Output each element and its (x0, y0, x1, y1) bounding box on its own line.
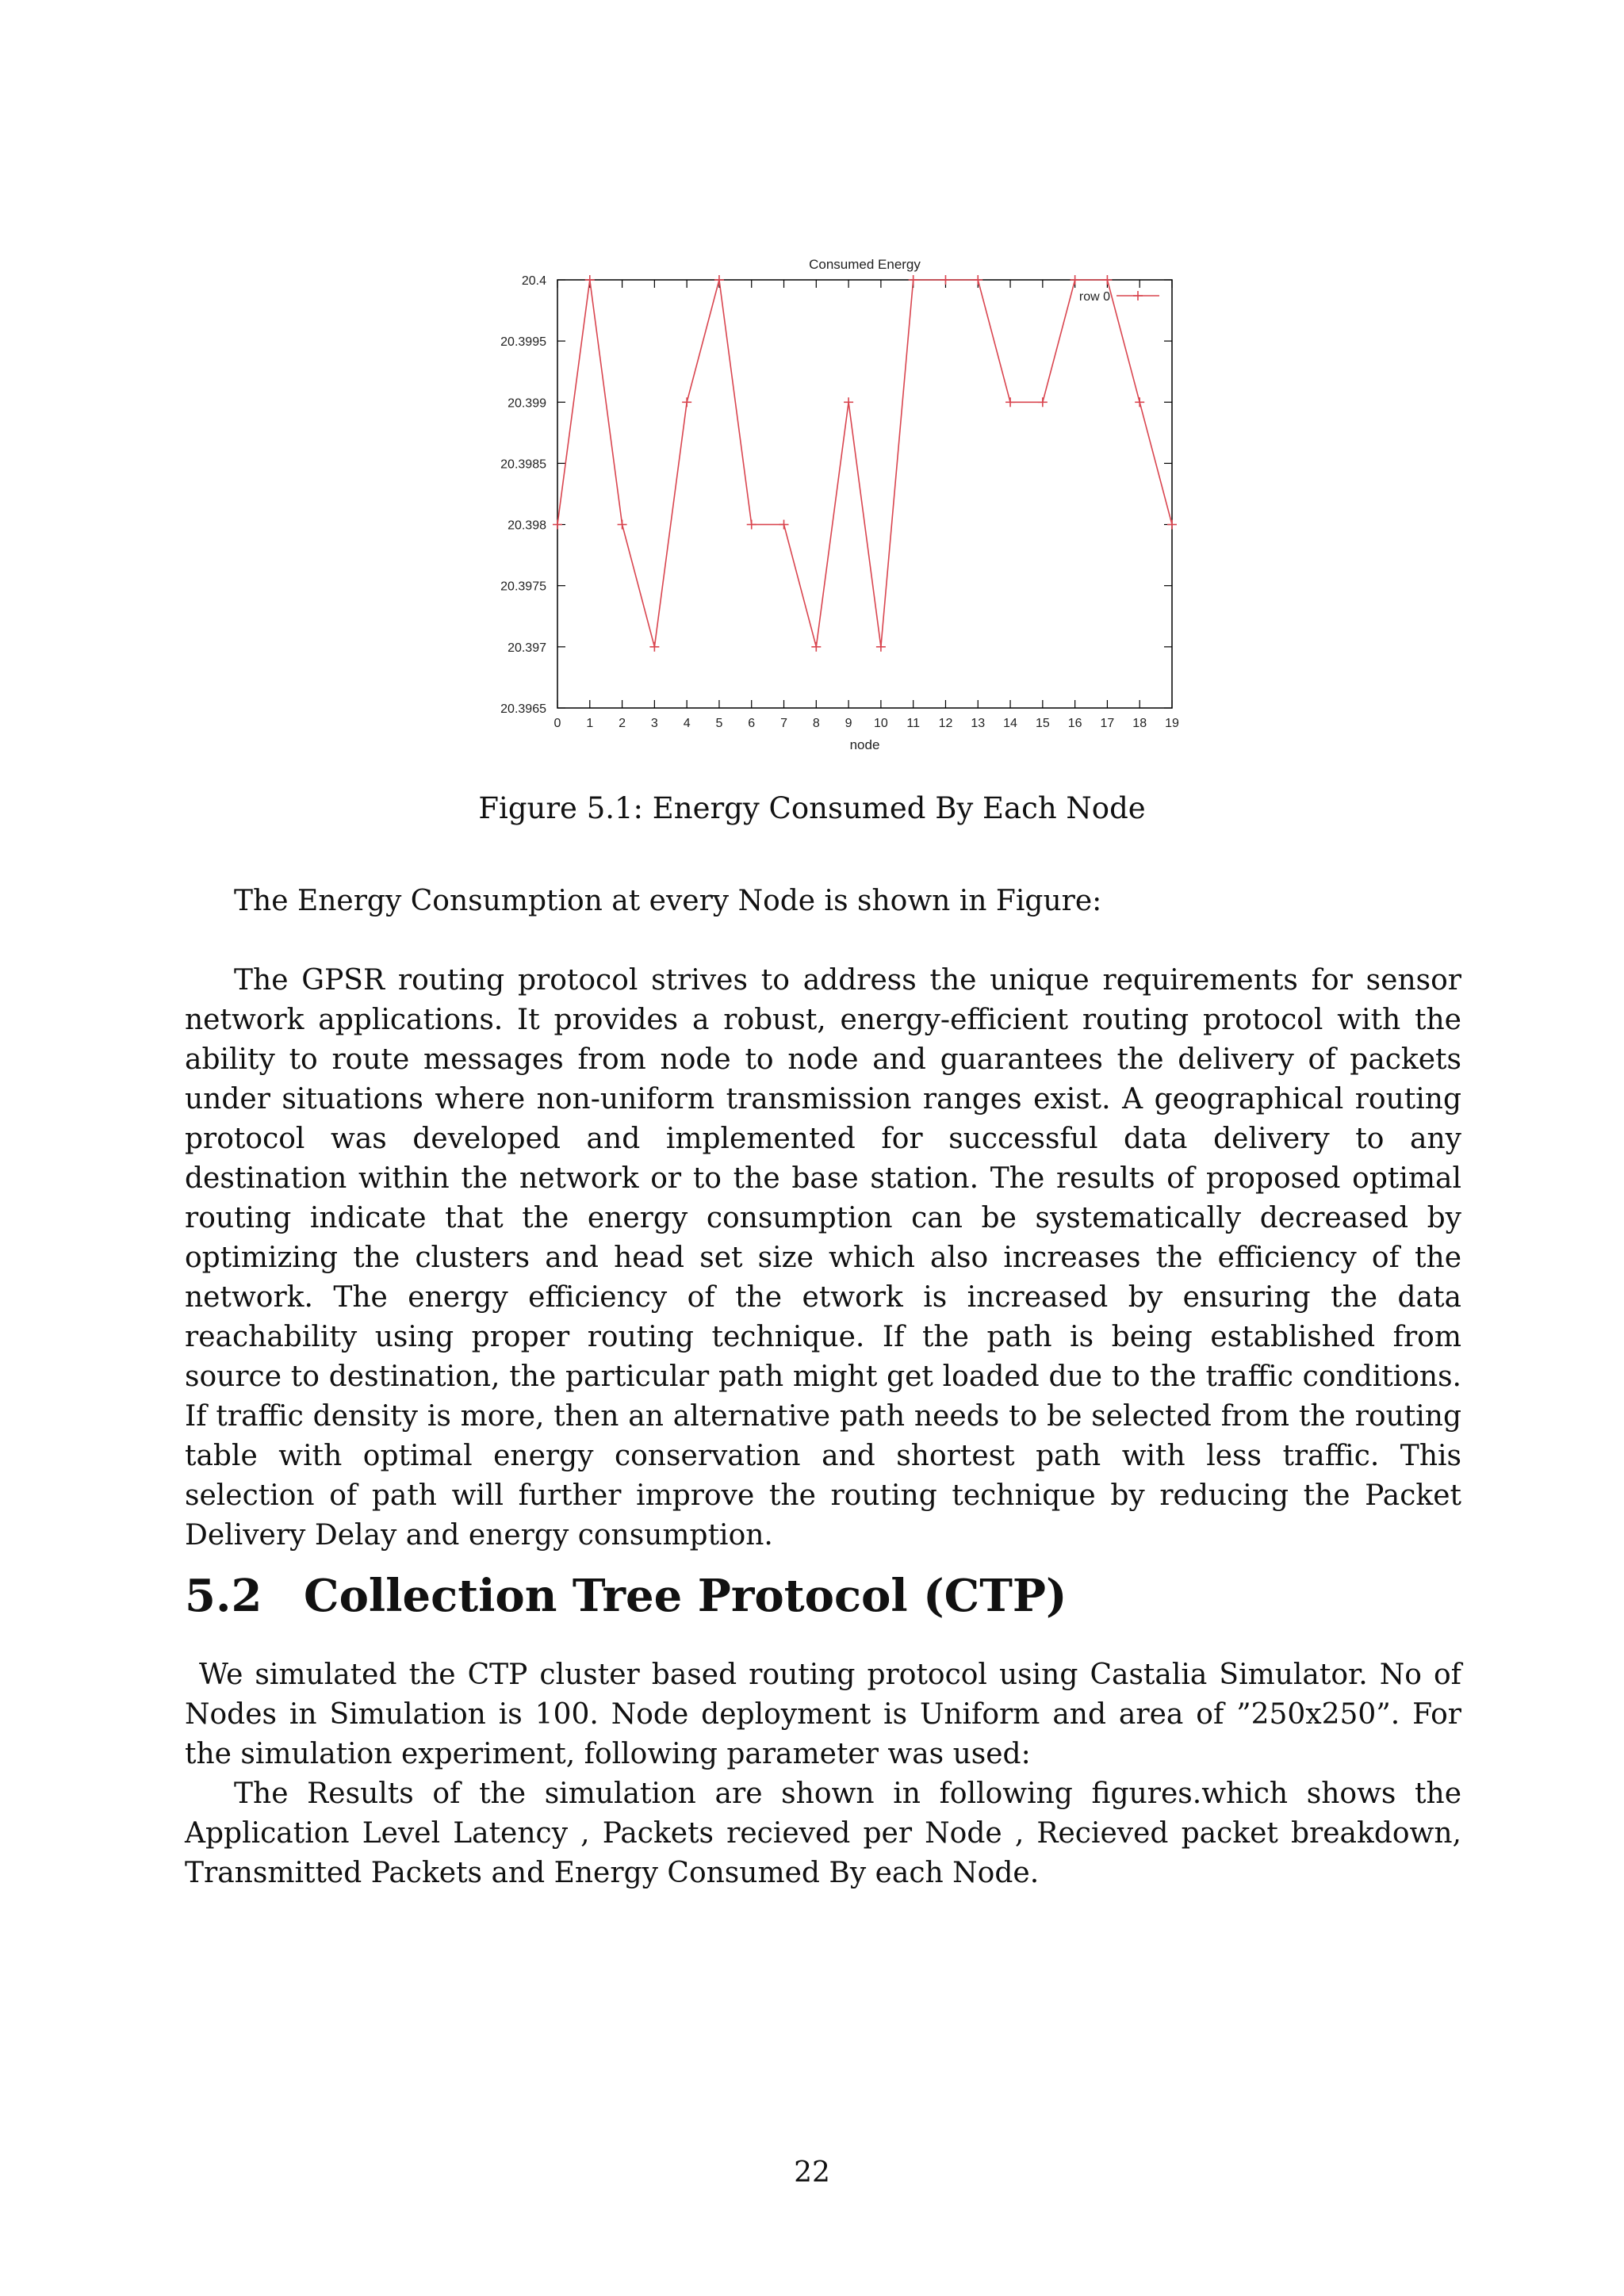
ctp-paragraph-2: The Results of the simulation are shown in following figures.which shows the Application Level Latency , Packets recieved per Node , Recieved packet breakdown, Transmitted Packets and Energy Consumed By each Node. (185, 1777, 1461, 1889)
x-tick-label: 15 (1035, 717, 1050, 730)
data-point (649, 642, 659, 652)
page-number: 22 (794, 2156, 830, 2189)
data-point (682, 397, 691, 407)
section-title: Collection Tree Protocol (CTP) (304, 1570, 1067, 1622)
x-tick-label: 2 (619, 717, 626, 730)
x-tick-label: 19 (1165, 717, 1179, 730)
data-point (1038, 397, 1048, 407)
data-point (585, 275, 595, 285)
chart-title: Consumed Energy (809, 257, 921, 272)
x-tick-label: 3 (650, 717, 658, 730)
data-point (1005, 397, 1015, 407)
x-tick-label: 18 (1132, 717, 1147, 730)
data-point (909, 275, 918, 285)
data-point (1102, 275, 1112, 285)
gpsr-paragraph: The GPSR routing protocol strives to address the unique requirements for sensor network applications. It provides a robust, energy-efficient routing protocol with the ability to route messages from node to node and guarantees the delivery of packets under situations where non-uniform transmission ranges exist. A geographical routing protocol was developed and implemented for successful data delivery to any destination within the network or to the base station. The results of proposed optimal routing indicate that the energy consumption can be systematically decreased by optimizing the clusters and head set size which also increases the efficiency of the network. The energy efficiency of the etwork is increased by ensuring the data reachability using proper routing technique. If the path is being established from source to destination, the particular path might get loaded due to the traffic conditions. If traffic density is more, then an alternative path needs to be selected from the routing table with optimal energy conservation and shortest path with less traffic. This selection of path will further improve the routing technique by reducing the Packet Delivery Delay and energy consumption. (185, 964, 1461, 1552)
y-tick-label: 20.399 (508, 396, 546, 411)
data-point (876, 642, 886, 652)
x-tick-label: 17 (1100, 717, 1115, 730)
data-point (553, 520, 562, 530)
data-point (618, 520, 627, 530)
x-tick-label: 0 (553, 717, 561, 730)
data-point (811, 642, 821, 652)
series-line (557, 280, 1172, 647)
x-tick-label: 12 (938, 717, 953, 730)
section-number: 5.2 (185, 1570, 262, 1622)
y-tick-label: 20.3965 (500, 702, 546, 716)
data-point (1167, 520, 1177, 530)
x-tick-label: 7 (780, 717, 787, 730)
data-point (1135, 397, 1144, 407)
intro-paragraph: The Energy Consumption at every Node is shown in Figure: (234, 885, 1102, 917)
y-tick-label: 20.3975 (500, 580, 546, 594)
data-point (973, 275, 982, 285)
y-tick-label: 20.3985 (500, 457, 546, 472)
section-heading (185, 1568, 1067, 1624)
x-tick-label: 1 (586, 717, 594, 730)
x-tick-label: 9 (845, 717, 852, 730)
energy-chart-svg (476, 238, 1189, 761)
x-tick-label: 4 (683, 717, 691, 730)
x-tick-label: 8 (812, 717, 820, 730)
data-point (779, 520, 789, 530)
ctp-paragraph-1: We simulated the CTP cluster based routing protocol using Castalia Simulator. No of Nodes in Simulation is 100. Node deployment is Uniform and area of ”250x250”. For the simulation experiment, following parameter was used: (185, 1659, 1461, 1770)
x-tick-label: 10 (873, 717, 888, 730)
figure-caption: Figure 5.1: Energy Consumed By Each Node (478, 791, 1146, 825)
plot-frame (557, 280, 1172, 708)
x-tick-label: 14 (1003, 717, 1017, 730)
x-tick-label: 11 (906, 717, 920, 730)
data-point (747, 520, 756, 530)
data-point (1071, 275, 1080, 285)
x-axis-label: node (849, 737, 880, 752)
x-tick-label: 13 (971, 717, 986, 730)
data-point (844, 397, 853, 407)
y-tick-label: 20.4 (521, 274, 546, 288)
y-tick-label: 20.398 (508, 519, 546, 533)
y-tick-label: 20.397 (508, 641, 546, 655)
data-point (714, 275, 724, 285)
x-tick-label: 16 (1067, 717, 1082, 730)
energy-chart (476, 238, 1189, 761)
x-tick-label: 6 (748, 717, 756, 730)
y-tick-label: 20.3995 (500, 335, 546, 350)
legend-label: row 0 (1078, 290, 1110, 304)
data-point (940, 275, 950, 285)
x-tick-label: 5 (715, 717, 723, 730)
